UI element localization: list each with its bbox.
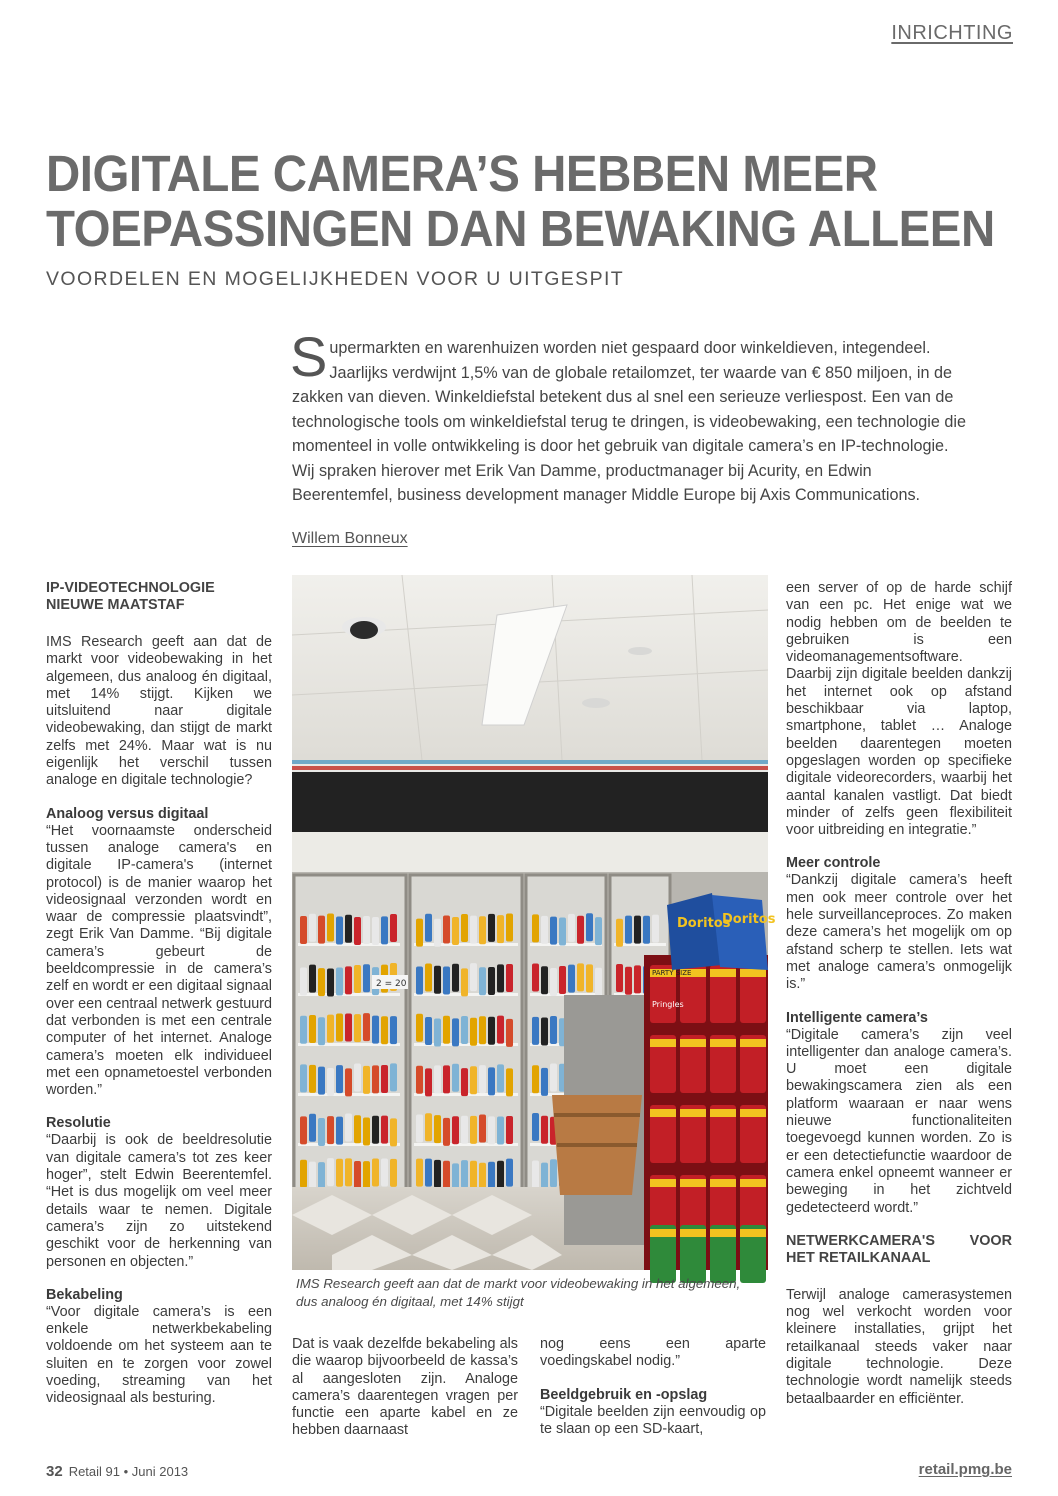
headline: [46, 145, 995, 257]
subheading-resolutie: Resolutie: [46, 1115, 111, 1132]
subheading-beeldgebruik: Beeldgebruik en -opslag: [540, 1386, 708, 1403]
subheading-analoog: Analoog versus digitaal: [46, 805, 209, 822]
column-left: [46, 580, 272, 1424]
intro-text: upermarkten en warenhuizen worden niet gespaard door winkeldieven, integendeel. Jaarlijks verdwijnt 1,5% van de globale retailomzet, ter waarde van € 850 miljoen, in de zakken van dieven. Winkeldiefstal betekent dus al snel een serieuze verliespost. Een van de technologische tools om winkeldiefstal terug te dringen, is videobewaking, een technologie die momenteel in volle ontwikkeling is door het gebruik van digitale camera’s en IP-technologie. Wij spraken hierover met Erik Van Damme, productmanager bij Acurity, en Edwin Beerentemfel, business development manager Middle Europe bij Axis Communications.: [292, 339, 967, 504]
subheading-bekabeling: Bekabeling: [46, 1286, 123, 1303]
section-label: INRICHTING: [891, 22, 1013, 44]
paragraph: “Dankzij digitale camera’s heeft men ook meer controle over het hele surveillanceproces. Zo maken deze camera’s het mogelijk om op afstand scherp te stellen. Iets wat met analoge camera’s onmogelijk is.”: [786, 872, 1012, 993]
store-photo: [292, 575, 776, 1270]
caption-line-2: dus analoog én digitaal, met 14% stijgt: [296, 1294, 524, 1309]
section-heading-netwerk: NETWERKCAMERA'S VOOR HET RETAILKANAAL: [786, 1232, 1012, 1266]
paragraph: een server of op de harde schijf van een pc. Het enige wat we nodig hebben om de beelden te gebruiken is een videomanagementsoftware. Daarbij zijn digitale beelden dankzij het internet ook op afstand beschikbaar via laptop, smartphone, tablet … Analoge beelden daarentegen moeten opgeslagen worden op specifieke digitale videorecorders, waarbij het aantal kanalen vastligt. Dat biedt minder of zelfs geen flexibiliteit voor uitbreiding en integratie.”: [786, 580, 1012, 839]
paragraph: “Digitale beelden zijn eenvoudig op te slaan op een SD-kaart,: [540, 1403, 766, 1437]
page-number: 32: [46, 1463, 63, 1480]
subheading-meer-controle: Meer controle: [786, 855, 881, 872]
paragraph: Terwijl analoge camerasystemen nog wel verkocht worden voor kleinere installaties, grijpt het retailkanaal steeds vaker naar digitale technologie. Deze technologie wordt namelijk steeds betaalbaarder en efficiënter.: [786, 1286, 1012, 1407]
doritos-label: Doritos: [722, 912, 776, 927]
paragraph: “Daarbij is ook de beeldresolutie van digitale camera’s tot zes keer hoger”, stelt Edwin Beerentemfel. “Het is dus mogelijk om veel meer details waar te nemen. Digitale camera’s zijn zo uitstekend geschikt voor de herkenning van personen en objecten.”: [46, 1132, 272, 1270]
photo-caption: [296, 1275, 776, 1311]
doritos-label: Doritos: [677, 916, 731, 931]
store-photo-illustration: [292, 575, 776, 1270]
website-link[interactable]: retail.pmg.be: [918, 1461, 1012, 1478]
column-middle-1: [292, 1336, 518, 1456]
caption-line-1: IMS Research geeft aan dat de markt voor videobewaking in het algemeen,: [296, 1276, 741, 1291]
subheadline: VOORDELEN EN MOGELIJKHEDEN VOOR U UITGESPIT: [46, 268, 625, 290]
pringles-label: Pringles: [652, 1000, 684, 1009]
footer-issue: [46, 1463, 188, 1480]
paragraph: “Digitale camera’s zijn veel intelligenter dan analoge camera’s. U moet een digitale bewakingscamera zien als een platform waaraan er naar wens nieuwe functionaliteiten toegevoegd kunnen worden. Zo is er een detectiefunctie waardoor de camera enkel opneemt wanneer er beweging in het zichtveld gedetecteerd wordt.”: [786, 1026, 1012, 1216]
paragraph: IMS Research geeft aan dat de markt voor videobewaking in het algemeen, dus analoog én digitaal, met 14% stijgt. Kijken we uitsluitend naar digitale videobewaking, dan stijgt de markt zelfs met 24%. Maar wat is nu eigenlijk het verschil tussen analoge en digitale technologie?: [46, 634, 272, 789]
drop-cap: S: [290, 325, 328, 388]
headline-line-2: TOEPASSINGEN DAN BEWAKING ALLEEN: [46, 200, 995, 257]
headline-line-1: DIGITALE CAMERA’S HEBBEN MEER: [46, 145, 878, 202]
price-tag: 2 = 20: [376, 979, 407, 989]
column-middle-2: [540, 1336, 766, 1454]
issue-info: Retail 91 • Juni 2013: [68, 1464, 189, 1479]
subheading-intelligente: Intelligente camera’s: [786, 1009, 928, 1026]
party-size-label: PARTY SIZE: [652, 969, 692, 977]
section-heading-ip: IP-VIDEOTECHNOLOGIE NIEUWE MAATSTAF: [46, 580, 215, 613]
paragraph: “Voor digitale camera’s is een enkele netwerkbekabeling voldoende om het systeem aan te sluiten en te zorgen voor zowel voeding, streaming van het videosignaal als besturing.: [46, 1303, 272, 1407]
byline[interactable]: Willem Bonneux: [292, 530, 408, 547]
paragraph: “Het voornaamste onderscheid tussen analoge camera's en digitale IP-camera's (internet protocol) is de manier waarop het videosignaal verzonden wordt en waar de compressie plaatsvindt”, zegt Erik Van Damme. “Bij digitale camera’s gebeurt de beeldcompressie in de camera’s zelf en wordt er een digitaal signaal over een centraal netwerk gestuurd dat verbonden is met een centrale computer of het internet. Analoge camera’s moeten elk individueel met een opnametoestel verbonden worden.”: [46, 822, 272, 1099]
paragraph: nog eens een aparte voedingskabel nodig.”: [540, 1336, 766, 1370]
intro-paragraph: [290, 325, 972, 508]
column-right: [786, 580, 1012, 1424]
paragraph: Dat is vaak dezelfde bekabeling als die waarop bijvoorbeeld de kassa’s al aangesloten zijn. Analoge camera’s daarentegen vragen per functie een aparte kabel en ze hebben daarnaast: [292, 1336, 518, 1439]
